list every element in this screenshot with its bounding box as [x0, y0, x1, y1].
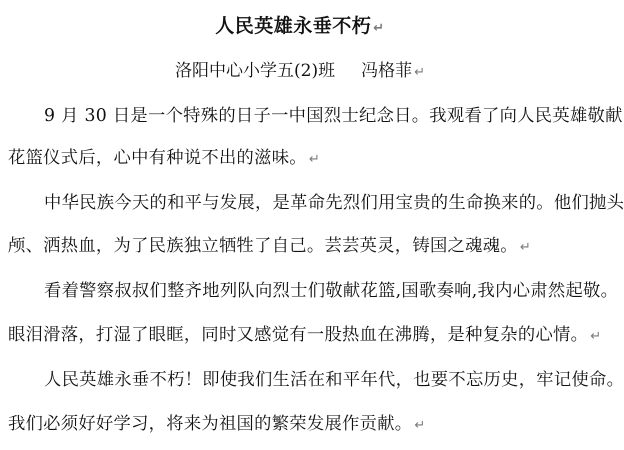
paragraph-mark-icon: ↵ — [373, 21, 385, 36]
author-line — [0, 58, 600, 86]
paragraph-mark-icon: ↵ — [590, 329, 602, 344]
paragraph-4-line-2 — [8, 411, 592, 439]
paragraph-mark-icon: ↵ — [519, 240, 532, 255]
paragraph-1-line-1 — [8, 103, 623, 129]
paragraph-2-line-1 — [8, 190, 624, 216]
line-text: 我们必须好好学习，将来为祖国的繁荣发展作贡献。 — [8, 414, 413, 434]
paragraph-3-line-2 — [8, 322, 602, 350]
line-text: 人民英雄永垂不朽！即使我们生活在和平年代，也要不忘历史，牢记使命。 — [44, 370, 624, 390]
paragraph-4-line-1 — [8, 367, 624, 393]
paragraph-mark-icon: ↵ — [414, 418, 426, 433]
paragraph-1-line-2 — [8, 145, 592, 173]
line-text: 9 月 30 日是一个特殊的日子一中国烈士纪念日。我观看了向人民英雄敬献 — [44, 106, 623, 126]
paragraph-mark-icon: ↵ — [414, 65, 425, 80]
title-text: 人民英雄永垂不朽 — [215, 15, 372, 37]
line-text: 花篮仪式后，心中有种说不出的滋味。 — [8, 148, 307, 168]
line-text: 看着警察叔叔们整齐地列队向烈士们敬献花篮,国歌奏响,我内心肃然起敬。 — [44, 281, 619, 301]
line-text: 眼泪滑落，打湿了眼眶，同时又感觉有一股热血在沸腾，是种复杂的心情。 — [8, 325, 589, 345]
author-school: 洛阳中心小学五(2)班 — [175, 61, 336, 81]
line-text: 颅、洒热血，为了民族独立牺牲了自己。芸芸英灵，铸国之魂魂。 — [8, 236, 518, 256]
document-title — [0, 12, 600, 43]
line-text: 中华民族今天的和平与发展，是革命先烈们用宝贵的生命换来的。他们抛头 — [44, 193, 624, 213]
author-name: 冯格菲 — [361, 61, 413, 81]
paragraph-2-line-2 — [8, 233, 592, 261]
paragraph-mark-icon: ↵ — [308, 152, 321, 167]
paragraph-3-line-1 — [8, 278, 619, 304]
